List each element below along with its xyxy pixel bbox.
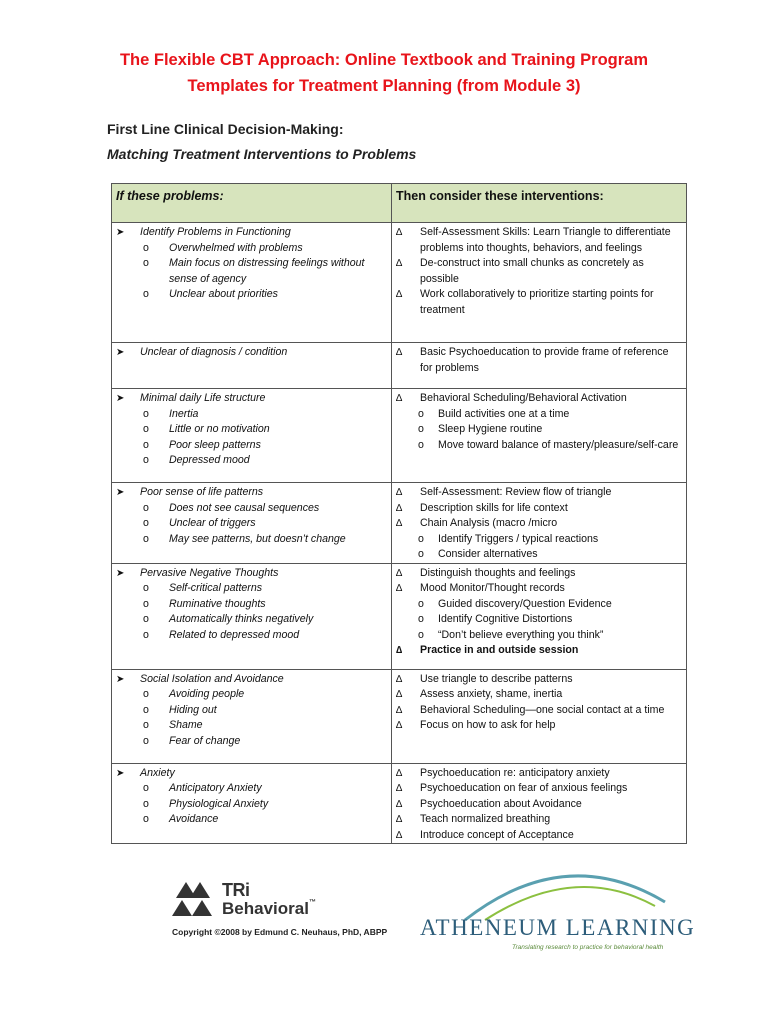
intervention-text: Psychoeducation re: anticipatory anxiety [420, 766, 610, 779]
intervention-cell [392, 223, 687, 343]
arrow-bullet-icon: ➤ [116, 567, 125, 579]
problem-subitem-text: Overwhelmed with problems [169, 241, 303, 254]
problem-label: Pervasive Negative Thoughts [140, 566, 279, 579]
intervention-subitem [396, 407, 682, 423]
copyright-notice: Copyright ©2008 by Edmund C. Neuhaus, PhD, ABPP [172, 927, 388, 937]
circle-bullet-icon: o [143, 257, 149, 269]
problem-subitem-text: Does not see causal sequences [169, 501, 320, 514]
intervention-cell [392, 669, 687, 763]
atheneum-arc-icon [455, 862, 675, 922]
intervention-text: Self-Assessment Skills: Learn Triangle to differentiate problems into thoughts, behaviors, and feelings [420, 226, 671, 254]
circle-bullet-icon: o [418, 438, 424, 451]
intervention-cell [392, 563, 687, 669]
problem-subitem [116, 256, 387, 287]
problem-subitem-text: Inertia [169, 407, 199, 420]
intervention-item [396, 391, 682, 407]
problem-subitem-text: Avoiding people [169, 688, 245, 700]
circle-bullet-icon: o [143, 628, 149, 641]
intervention-item [396, 256, 682, 287]
circle-bullet-icon: o [143, 688, 149, 700]
intervention-item [396, 828, 682, 844]
arrow-bullet-icon: ➤ [116, 227, 125, 238]
problem-label: Anxiety [140, 766, 175, 779]
intervention-text: Work collaboratively to prioritize starting points for treatment [420, 288, 654, 316]
circle-bullet-icon: o [143, 241, 149, 254]
intervention-item [396, 781, 682, 797]
intervention-subitem [396, 612, 682, 628]
intervention-text: Introduce concept of Acceptance [420, 828, 574, 841]
delta-bullet-icon: ∆ [396, 814, 403, 825]
problem-subitem-text: Avoidance [169, 813, 219, 825]
circle-bullet-icon: o [143, 532, 149, 545]
problem-subitem [116, 797, 387, 813]
tri-logo-line2: Behavioral™ [222, 899, 316, 918]
circle-bullet-icon: o [143, 517, 149, 529]
intervention-subitem [396, 597, 682, 613]
problem-label: Identify Problems in Functioning [140, 226, 291, 238]
problem-subitem-text: Hiding out [169, 703, 217, 716]
table-row [112, 563, 687, 669]
circle-bullet-icon: o [418, 407, 424, 420]
circle-bullet-icon: o [143, 782, 149, 794]
intervention-item [396, 703, 682, 719]
problem-item [116, 485, 387, 501]
intervention-subitem [396, 547, 682, 563]
circle-bullet-icon: o [143, 454, 149, 466]
circle-bullet-icon: o [143, 613, 149, 625]
table-row [112, 669, 687, 763]
circle-bullet-icon: o [418, 613, 424, 625]
intervention-item [396, 718, 682, 734]
delta-bullet-icon: ∆ [396, 347, 403, 358]
intervention-item [396, 287, 682, 318]
intervention-subitem-text: Consider alternatives [438, 548, 538, 560]
delta-bullet-icon: ∆ [396, 720, 403, 731]
delta-bullet-icon: ∆ [396, 583, 403, 594]
circle-bullet-icon: o [418, 628, 424, 641]
intervention-item [396, 812, 682, 828]
intervention-cell [392, 389, 687, 483]
delta-bullet-icon: ∆ [396, 487, 403, 498]
arrow-bullet-icon: ➤ [116, 393, 125, 404]
circle-bullet-icon: o [143, 703, 149, 716]
intervention-subitem [396, 532, 682, 548]
problem-item [116, 566, 387, 582]
table-row [112, 389, 687, 483]
interventions-column-header: Then consider these interventions: [392, 184, 687, 223]
problem-label: Poor sense of life patterns [140, 486, 264, 498]
intervention-text: Description skills for life context [420, 501, 568, 514]
problem-subitem [116, 612, 387, 628]
problem-subitem-text: Physiological Anxiety [169, 797, 269, 810]
intervention-text: Self-Assessment: Review flow of triangle [420, 486, 612, 498]
intervention-subitem-text: Build activities one at a time [438, 407, 570, 420]
problem-subitem [116, 581, 387, 597]
intervention-item [396, 672, 682, 688]
intervention-item [396, 345, 682, 376]
delta-bullet-icon: ∆ [396, 567, 403, 579]
intervention-item [396, 566, 682, 582]
arrow-bullet-icon: ➤ [116, 487, 125, 498]
delta-bullet-icon: ∆ [396, 829, 403, 841]
intervention-text: Basic Psychoeducation to provide frame of reference for problems [420, 346, 669, 374]
problem-subitem [116, 516, 387, 532]
problem-subitem-text: Poor sleep patterns [169, 438, 261, 451]
problem-subitem [116, 241, 387, 257]
intervention-cell [392, 483, 687, 564]
circle-bullet-icon: o [143, 438, 149, 451]
document-subtitle: Templates for Treatment Planning (from Module 3) [187, 77, 581, 95]
atheneum-logo-text: ATHENEUM LEARNING [420, 915, 696, 940]
table-row [112, 343, 687, 389]
circle-bullet-icon: o [418, 597, 424, 610]
table-row [112, 483, 687, 564]
intervention-text: Psychoeducation on fear of anxious feelings [420, 782, 628, 794]
intervention-subitem [396, 628, 682, 644]
problem-cell [112, 343, 392, 389]
delta-bullet-icon: ∆ [396, 798, 403, 810]
problem-subitem [116, 597, 387, 613]
intervention-text: Teach normalized breathing [420, 813, 551, 825]
intervention-text: Distinguish thoughts and feelings [420, 566, 576, 579]
intervention-subitem-text: Sleep Hygiene routine [438, 423, 543, 435]
problem-subitem-text: Shame [169, 719, 203, 731]
problem-subitem-text: Anticipatory Anxiety [169, 782, 262, 794]
problem-subitem [116, 718, 387, 734]
intervention-item [396, 766, 682, 782]
document-title: The Flexible CBT Approach: Online Textbook and Training Program [119, 51, 649, 69]
problem-subitem [116, 407, 387, 423]
intervention-item [396, 643, 682, 659]
problem-subitem-text: Automatically thinks negatively [169, 613, 314, 625]
problem-subitem [116, 628, 387, 644]
problem-cell [112, 389, 392, 483]
intervention-text: Behavioral Scheduling—one social contact at a time [420, 703, 665, 716]
problem-label: Unclear of diagnosis / condition [140, 346, 288, 358]
intervention-text: Behavioral Scheduling/Behavioral Activation [420, 392, 627, 404]
problem-cell [112, 763, 392, 844]
problem-subitem [116, 687, 387, 703]
problem-subitem [116, 453, 387, 469]
delta-bullet-icon: ∆ [396, 393, 403, 404]
problem-subitem [116, 287, 387, 303]
intervention-item [396, 501, 682, 517]
intervention-item [396, 485, 682, 501]
intervention-item [396, 581, 682, 597]
circle-bullet-icon: o [418, 532, 424, 545]
circle-bullet-icon: o [143, 423, 149, 435]
problem-label: Minimal daily Life structure [140, 392, 266, 404]
problem-cell [112, 223, 392, 343]
intervention-text: Practice in and outside session [420, 644, 579, 656]
intervention-item [396, 797, 682, 813]
problem-subitem [116, 422, 387, 438]
problem-cell [112, 669, 392, 763]
problem-subitem-text: Fear of change [169, 734, 241, 747]
intervention-text: Mood Monitor/Thought records [420, 582, 565, 594]
delta-bullet-icon: ∆ [396, 767, 403, 779]
intervention-item [396, 225, 682, 256]
delta-bullet-icon: ∆ [396, 502, 403, 514]
subsection-heading: Matching Treatment Interventions to Problems [107, 146, 417, 162]
circle-bullet-icon: o [143, 597, 149, 610]
intervention-subitem-text: Move toward balance of mastery/pleasure/self-care [438, 438, 679, 451]
problem-subitem-text: Main focus on distressing feelings without sense of agency [169, 257, 365, 285]
delta-bullet-icon: ∆ [396, 645, 403, 656]
problem-cell [112, 483, 392, 564]
intervention-subitem-text: Guided discovery/Question Evidence [438, 597, 612, 610]
problem-subitem [116, 781, 387, 797]
delta-bullet-icon: ∆ [396, 518, 403, 529]
delta-bullet-icon: ∆ [396, 783, 403, 794]
problem-subitem [116, 532, 387, 548]
intervention-item [396, 687, 682, 703]
intervention-text: Use triangle to describe patterns [420, 672, 573, 685]
table-header-row [112, 184, 687, 223]
problem-subitem [116, 501, 387, 517]
delta-bullet-icon: ∆ [396, 227, 403, 238]
problem-subitem-text: Ruminative thoughts [169, 597, 266, 610]
circle-bullet-icon: o [143, 797, 149, 810]
circle-bullet-icon: o [418, 423, 424, 435]
problem-subitem-text: May see patterns, but doesn’t change [169, 532, 346, 545]
problem-subitem-text: Related to depressed mood [169, 628, 300, 641]
problem-item [116, 391, 387, 407]
problem-item [116, 766, 387, 782]
circle-bullet-icon: o [143, 407, 149, 420]
intervention-cell [392, 343, 687, 389]
table-row [112, 763, 687, 844]
problem-cell [112, 563, 392, 669]
arrow-bullet-icon: ➤ [116, 673, 125, 685]
problems-column-header: If these problems: [112, 184, 392, 223]
problem-subitem [116, 734, 387, 750]
problem-item [116, 225, 387, 241]
problem-subitem [116, 438, 387, 454]
delta-bullet-icon: ∆ [396, 704, 403, 716]
circle-bullet-icon: o [143, 501, 149, 514]
intervention-subitem [396, 438, 682, 454]
intervention-subitem-text: Identify Cognitive Distortions [438, 613, 573, 625]
intervention-text: Chain Analysis (macro /micro [420, 517, 558, 529]
circle-bullet-icon: o [143, 719, 149, 731]
circle-bullet-icon: o [143, 582, 149, 594]
tri-logo-line1: TRi [222, 880, 250, 900]
atheneum-tagline: Translating research to practice for behavioral health [512, 944, 664, 951]
intervention-subitem [396, 422, 682, 438]
table-row [112, 223, 687, 343]
problem-item [116, 345, 387, 361]
intervention-text: Psychoeducation about Avoidance [420, 797, 582, 810]
intervention-text: Assess anxiety, shame, inertia [420, 688, 563, 700]
intervention-subitem-text: “Don’t believe everything you think” [438, 628, 604, 641]
delta-bullet-icon: ∆ [396, 689, 403, 700]
delta-bullet-icon: ∆ [396, 673, 403, 685]
intervention-text: Focus on how to ask for help [420, 719, 556, 731]
problem-subitem-text: Little or no motivation [169, 423, 270, 435]
circle-bullet-icon: o [143, 288, 149, 300]
problem-subitem [116, 812, 387, 828]
problem-subitem-text: Depressed mood [169, 454, 250, 466]
circle-bullet-icon: o [143, 734, 149, 747]
delta-bullet-icon: ∆ [396, 258, 403, 269]
circle-bullet-icon: o [143, 813, 149, 825]
treatment-table [111, 183, 687, 844]
problem-subitem [116, 703, 387, 719]
problem-label: Social Isolation and Avoidance [140, 672, 284, 685]
intervention-subitem-text: Identify Triggers / typical reactions [438, 532, 599, 545]
arrow-bullet-icon: ➤ [116, 767, 125, 779]
problem-subitem-text: Unclear about priorities [169, 288, 278, 300]
problem-subitem-text: Self-critical patterns [169, 582, 263, 594]
problem-item [116, 672, 387, 688]
intervention-cell [392, 763, 687, 844]
delta-bullet-icon: ∆ [396, 289, 403, 300]
intervention-item [396, 516, 682, 532]
intervention-text: De-construct into small chunks as concretely as possible [420, 257, 644, 285]
arrow-bullet-icon: ➤ [116, 347, 125, 358]
section-heading: First Line Clinical Decision-Making: [107, 121, 344, 137]
problem-subitem-text: Unclear of triggers [169, 517, 256, 529]
circle-bullet-icon: o [418, 548, 424, 560]
